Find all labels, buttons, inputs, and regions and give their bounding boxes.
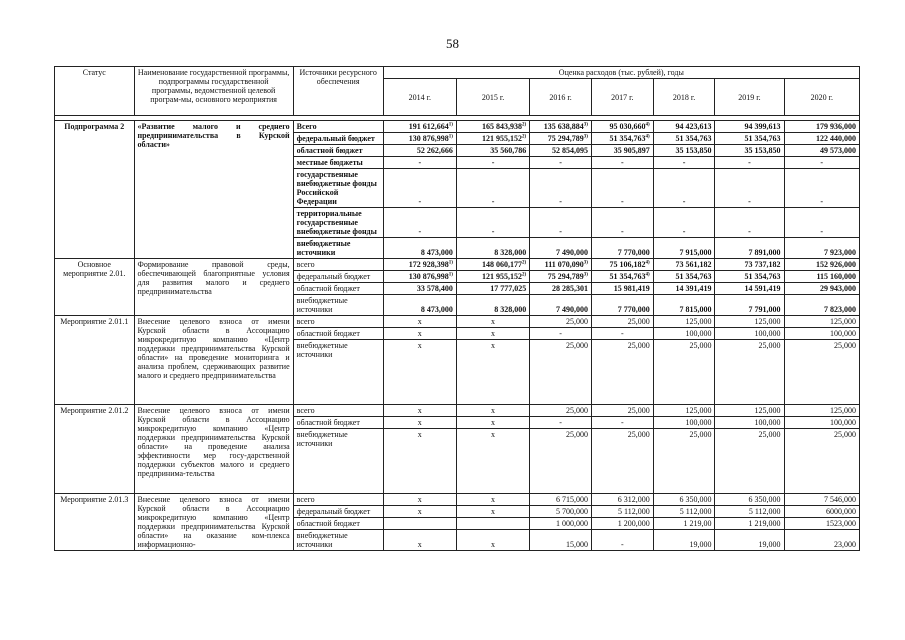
footnote-mark: 3) <box>583 260 588 266</box>
value-cell: 94 423,613 <box>653 121 715 133</box>
value-cell: 6 715,000 <box>530 494 592 506</box>
value-cell: x <box>383 340 456 405</box>
header-year: 2020 г. <box>784 79 859 116</box>
header-year: 2014 г. <box>383 79 456 116</box>
value-cell: 1523,000 <box>784 518 859 530</box>
header-year: 2018 г. <box>653 79 715 116</box>
footnote-mark: 4) <box>645 134 650 140</box>
source-cell: внебюджетные источники <box>293 238 383 259</box>
source-cell: всего <box>293 316 383 328</box>
footnote-mark: 3) <box>583 134 588 140</box>
value-cell: x <box>456 405 529 417</box>
value-cell: 25,000 <box>530 316 592 328</box>
value-cell: 25,000 <box>530 429 592 494</box>
value-cell: 7 815,000 <box>653 295 715 316</box>
footnote-mark: 2) <box>522 134 527 140</box>
value-cell: x <box>456 429 529 494</box>
value-cell: - <box>591 328 653 340</box>
footnote-mark: 1) <box>448 134 453 140</box>
value-cell: x <box>383 417 456 429</box>
source-cell: областной бюджет <box>293 328 383 340</box>
value-cell: 125,000 <box>715 405 784 417</box>
value-cell: 25,000 <box>591 316 653 328</box>
value-cell: 35 153,850 <box>653 145 715 157</box>
value-cell: 100,000 <box>653 328 715 340</box>
value-cell: 135 638,884$^{3)}$ <box>530 121 592 133</box>
footnote-mark: 1) <box>448 260 453 266</box>
table-row <box>55 259 860 271</box>
value-cell: - <box>530 328 592 340</box>
value-cell: 25,000 <box>530 340 592 405</box>
value-cell: x <box>383 429 456 494</box>
value-cell: 100,000 <box>784 328 859 340</box>
value-cell: 115 160,000 <box>784 271 859 283</box>
source-cell: внебюджетные источники <box>293 530 383 551</box>
value-cell: 6000,000 <box>784 506 859 518</box>
name-cell: «Развитие малого и среднего предпринимательства в Курской области» <box>134 121 293 259</box>
value-cell: 25,000 <box>653 340 715 405</box>
value-cell: 130 876,998$^{1)}$ <box>383 271 456 283</box>
header-year: 2019 г. <box>715 79 784 116</box>
value-cell: 25,000 <box>591 340 653 405</box>
value-cell: 121 955,152$^{2)}$ <box>456 133 529 145</box>
value-cell: 49 573,000 <box>784 145 859 157</box>
table-row <box>55 494 860 506</box>
value-cell: - <box>591 169 653 208</box>
value-cell: x <box>456 530 529 551</box>
value-cell: 75 106,182$^{4)}$ <box>591 259 653 271</box>
value-cell: 25,000 <box>591 405 653 417</box>
value-cell: 7 923,000 <box>784 238 859 259</box>
value-cell: 33 578,400 <box>383 283 456 295</box>
value-cell <box>456 518 529 530</box>
footnote-mark: 4) <box>645 122 650 128</box>
value-cell: 165 843,938$^{2)}$ <box>456 121 529 133</box>
value-cell: - <box>530 208 592 238</box>
header-estimate: Оценка расходов (тыс. рублей), годы <box>383 67 859 79</box>
value-cell: - <box>591 208 653 238</box>
value-cell: x <box>383 328 456 340</box>
source-cell: внебюджетные источники <box>293 295 383 316</box>
value-cell: 29 943,000 <box>784 283 859 295</box>
source-cell: областной бюджет <box>293 283 383 295</box>
value-cell: 125,000 <box>715 316 784 328</box>
value-cell: 8 473,000 <box>383 238 456 259</box>
value-cell: 8 473,000 <box>383 295 456 316</box>
expenditure-table <box>54 66 860 551</box>
name-cell: Внесение целевого взноса от имени Курской области в Ассоциацию микрокредитную компанию «Центр поддержки предпринимательства Курской области» на проведение анализа эффективности мер госу-дарственной поддержки субъектов малого и среднего предпринима-тельства <box>134 405 293 494</box>
source-cell: областной бюджет <box>293 417 383 429</box>
footnote-mark: 2) <box>522 272 527 278</box>
name-cell: Внесение целевого взноса от имени Курской области в Ассоциацию микрокредитную компанию «Центр поддержки предпринимательства Курской области» на проведение мониторинга и анализа проблем, сдерживающих развитие малого и среднего предпринимательства <box>134 316 293 405</box>
value-cell: 51 354,763 <box>653 133 715 145</box>
value-cell: 35 905,897 <box>591 145 653 157</box>
source-cell: Всего <box>293 121 383 133</box>
value-cell: 19,000 <box>715 530 784 551</box>
value-cell: x <box>456 328 529 340</box>
value-cell: - <box>784 169 859 208</box>
value-cell: 94 399,613 <box>715 121 784 133</box>
value-cell: 73 561,182 <box>653 259 715 271</box>
value-cell: 100,000 <box>715 417 784 429</box>
value-cell: 28 285,301 <box>530 283 592 295</box>
value-cell: 148 060,177$^{2)}$ <box>456 259 529 271</box>
source-cell: федеральный бюджет <box>293 133 383 145</box>
value-cell: 25,000 <box>784 429 859 494</box>
value-cell: 100,000 <box>784 417 859 429</box>
value-cell: - <box>591 417 653 429</box>
value-cell: 25,000 <box>530 405 592 417</box>
value-cell: 1 219,00 <box>653 518 715 530</box>
value-cell: 51 354,763 <box>715 133 784 145</box>
source-cell: областной бюджет <box>293 145 383 157</box>
value-cell: 35 153,850 <box>715 145 784 157</box>
value-cell: 8 328,000 <box>456 295 529 316</box>
value-cell: x <box>456 506 529 518</box>
value-cell: 7 546,000 <box>784 494 859 506</box>
footnote-mark: 4) <box>645 260 650 266</box>
status-cell: Мероприятие 2.01.3 <box>55 494 135 551</box>
status-cell: Мероприятие 2.01.2 <box>55 405 135 494</box>
value-cell: 152 926,000 <box>784 259 859 271</box>
value-cell: 15,000 <box>530 530 592 551</box>
value-cell: 52 262,666 <box>383 145 456 157</box>
value-cell: - <box>456 169 529 208</box>
value-cell: x <box>383 494 456 506</box>
value-cell: - <box>715 169 784 208</box>
header-name: Наименование государственной программы, подпрограммы государственной программы, ведомственной целевой програм-мы, основного мероприятия <box>134 67 293 116</box>
value-cell: 7 915,000 <box>653 238 715 259</box>
value-cell: 6 350,000 <box>653 494 715 506</box>
footnote-mark: 1) <box>448 272 453 278</box>
value-cell: 73 737,182 <box>715 259 784 271</box>
value-cell: 7 770,000 <box>591 295 653 316</box>
value-cell: 100,000 <box>653 417 715 429</box>
value-cell: 35 560,786 <box>456 145 529 157</box>
value-cell: x <box>383 530 456 551</box>
value-cell: 1 000,000 <box>530 518 592 530</box>
value-cell: 179 936,000 <box>784 121 859 133</box>
source-cell: федеральный бюджет <box>293 271 383 283</box>
value-cell: 51 354,763 <box>653 271 715 283</box>
status-cell: Подпрограмма 2 <box>55 121 135 259</box>
name-cell: Формирование правовой среды, обеспечивающей благоприятные условия для развития малого и среднего предпринимательства <box>134 259 293 316</box>
header-year: 2015 г. <box>456 79 529 116</box>
value-cell: 1 200,000 <box>591 518 653 530</box>
value-cell: - <box>383 208 456 238</box>
value-cell: - <box>715 157 784 169</box>
value-cell: 8 328,000 <box>456 238 529 259</box>
value-cell: 14 391,419 <box>653 283 715 295</box>
value-cell: 51 354,763$^{4)}$ <box>591 133 653 145</box>
header-sources: Источники ресурсного обеспечения <box>293 67 383 116</box>
value-cell: 1 219,000 <box>715 518 784 530</box>
value-cell: 125,000 <box>784 316 859 328</box>
value-cell: 15 981,419 <box>591 283 653 295</box>
value-cell: x <box>456 340 529 405</box>
table-body <box>55 116 860 551</box>
value-cell: 111 070,090$^{3)}$ <box>530 259 592 271</box>
value-cell: - <box>653 169 715 208</box>
header-year: 2017 г. <box>591 79 653 116</box>
value-cell: 5 112,000 <box>715 506 784 518</box>
value-cell: x <box>456 494 529 506</box>
value-cell: x <box>456 417 529 429</box>
value-cell: - <box>715 208 784 238</box>
value-cell: - <box>456 157 529 169</box>
value-cell: 7 823,000 <box>784 295 859 316</box>
value-cell: - <box>530 417 592 429</box>
value-cell: 51 354,763$^{4)}$ <box>591 271 653 283</box>
value-cell: - <box>591 157 653 169</box>
source-cell: местные бюджеты <box>293 157 383 169</box>
status-cell: Основное мероприятие 2.01. <box>55 259 135 316</box>
footnote-mark: 3) <box>583 272 588 278</box>
value-cell <box>383 518 456 530</box>
table-row <box>55 316 860 328</box>
value-cell: - <box>784 208 859 238</box>
value-cell: x <box>383 405 456 417</box>
source-cell: областной бюджет <box>293 518 383 530</box>
source-cell: внебюджетные источники <box>293 429 383 494</box>
value-cell: 5 112,000 <box>591 506 653 518</box>
footnote-mark: 3) <box>583 122 588 128</box>
value-cell: - <box>530 169 592 208</box>
value-cell: 5 700,000 <box>530 506 592 518</box>
value-cell: 51 354,763 <box>715 271 784 283</box>
value-cell: 25,000 <box>715 340 784 405</box>
value-cell: - <box>530 157 592 169</box>
value-cell: 95 030,660$^{4)}$ <box>591 121 653 133</box>
value-cell: 172 928,398$^{1)}$ <box>383 259 456 271</box>
footnote-mark: 1) <box>448 122 453 128</box>
source-cell: всего <box>293 405 383 417</box>
source-cell: территориальные государственные внебюджетные фонды <box>293 208 383 238</box>
value-cell: 14 591,419 <box>715 283 784 295</box>
source-cell: всего <box>293 259 383 271</box>
value-cell: 75 294,789$^{3)}$ <box>530 133 592 145</box>
value-cell: 125,000 <box>653 316 715 328</box>
source-cell: федеральный бюджет <box>293 506 383 518</box>
value-cell: 191 612,664$^{1)}$ <box>383 121 456 133</box>
header-status: Статус <box>55 67 135 116</box>
value-cell: 7 791,000 <box>715 295 784 316</box>
table-row <box>55 121 860 133</box>
value-cell: 17 777,025 <box>456 283 529 295</box>
value-cell: - <box>383 169 456 208</box>
table-row <box>55 405 860 417</box>
value-cell: 6 350,000 <box>715 494 784 506</box>
value-cell: 6 312,000 <box>591 494 653 506</box>
value-cell: - <box>383 157 456 169</box>
value-cell: - <box>591 530 653 551</box>
value-cell: 121 955,152$^{2)}$ <box>456 271 529 283</box>
header-year: 2016 г. <box>530 79 592 116</box>
value-cell: 122 440,000 <box>784 133 859 145</box>
source-cell: внебюджетные источники <box>293 340 383 405</box>
footnote-mark: 2) <box>522 260 527 266</box>
value-cell: - <box>456 208 529 238</box>
value-cell: 19,000 <box>653 530 715 551</box>
value-cell: 100,000 <box>715 328 784 340</box>
value-cell: 7 891,000 <box>715 238 784 259</box>
footnote-mark: 2) <box>522 122 527 128</box>
value-cell: - <box>653 157 715 169</box>
status-cell: Мероприятие 2.01.1 <box>55 316 135 405</box>
value-cell: x <box>383 506 456 518</box>
value-cell: 25,000 <box>591 429 653 494</box>
value-cell: x <box>383 316 456 328</box>
value-cell: 7 490,000 <box>530 295 592 316</box>
value-cell: 7 490,000 <box>530 238 592 259</box>
value-cell: x <box>456 316 529 328</box>
value-cell: 25,000 <box>653 429 715 494</box>
value-cell: 7 770,000 <box>591 238 653 259</box>
value-cell: 52 854,095 <box>530 145 592 157</box>
value-cell: 25,000 <box>715 429 784 494</box>
footnote-mark: 4) <box>645 272 650 278</box>
value-cell: 75 294,789$^{3)}$ <box>530 271 592 283</box>
value-cell: 125,000 <box>653 405 715 417</box>
source-cell: всего <box>293 494 383 506</box>
value-cell: 25,000 <box>784 340 859 405</box>
value-cell: - <box>653 208 715 238</box>
value-cell: 5 112,000 <box>653 506 715 518</box>
value-cell: 130 876,998$^{1)}$ <box>383 133 456 145</box>
name-cell: Внесение целевого взноса от имени Курской области в Ассоциацию микрокредитную компанию «Центр поддержки предпринимательства Курской области» на оказание ком-плекса информационно- <box>134 494 293 551</box>
source-cell: государственные внебюджетные фонды Российской Федерации <box>293 169 383 208</box>
value-cell: 23,000 <box>784 530 859 551</box>
page-number: 58 <box>446 36 459 51</box>
value-cell: 125,000 <box>784 405 859 417</box>
value-cell: - <box>784 157 859 169</box>
